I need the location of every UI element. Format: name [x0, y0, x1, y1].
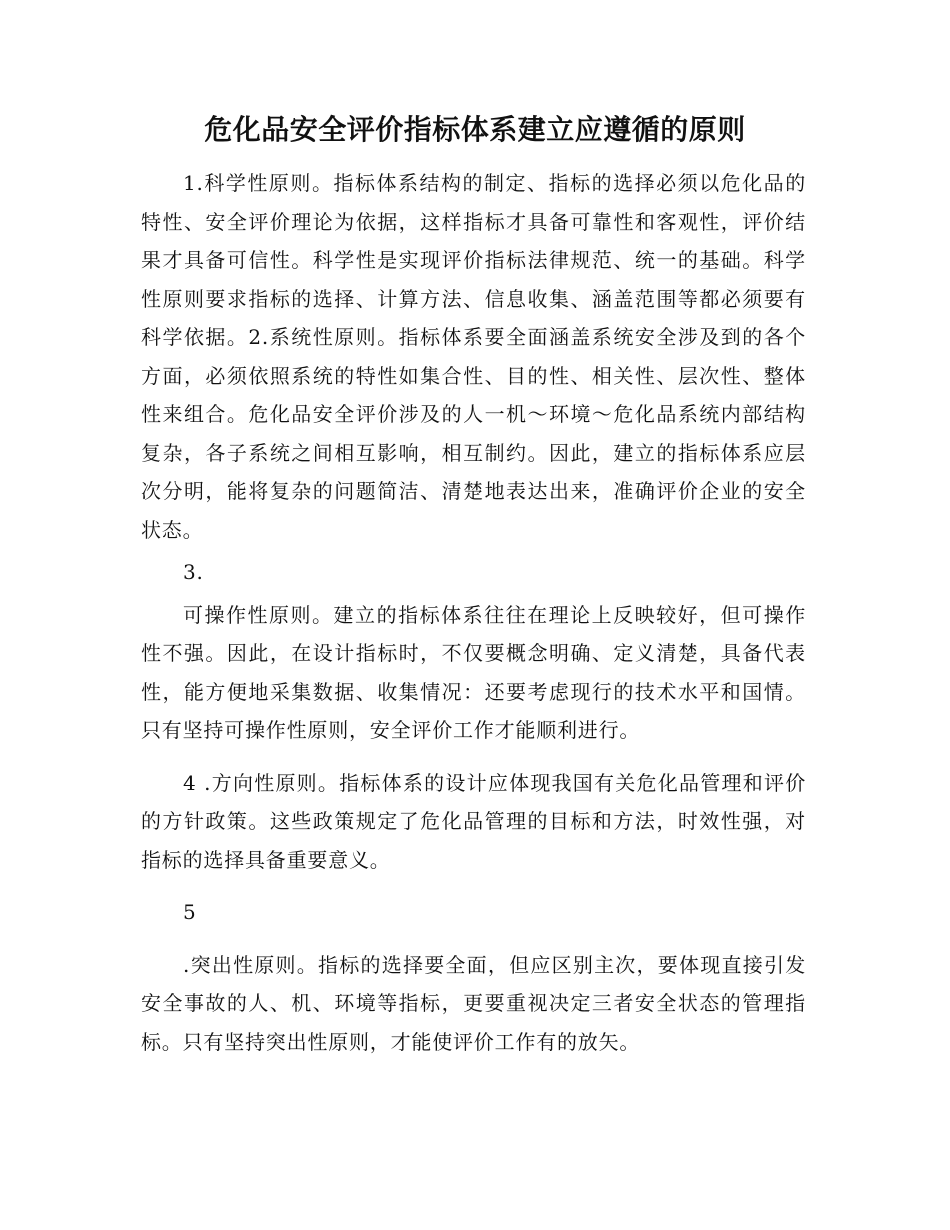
paragraph-number-5: 5 — [183, 900, 197, 924]
paragraph-principle-5: .突出性原则。指标的选择要全面，但应区别主次，要体现直接引发安全事故的人、机、环境等指标，更要重视决定三者安全状态的管理指标。只有坚持突出性原则，才能使评价工作有的放矢。 — [141, 952, 806, 1054]
paragraph-number-3: 3. — [183, 560, 204, 584]
document-body — [141, 164, 806, 1061]
document-title: 危化品安全评价指标体系建立应遵循的原则 — [204, 113, 746, 146]
paragraph-principles-1-2: 1.科学性原则。指标体系结构的制定、指标的选择必须以危化品的特性、安全评价理论为依据，这样指标才具备可靠性和客观性，评价结果才具备可信性。科学性是实现评价指标法律规范、统一的基础。科学性原则要求指标的选择、计算方法、信息收集、涵盖范围等都必须要有科学依据。2.系统性原则。指标体系要全面涵盖系统安全涉及到的各个方面，必须依照系统的特性如集合性、目的性、相关性、层次性、整体性来组合。危化品安全评价涉及的人一机～环境～危化品系统内部结构复杂，各子系统之间相互影响，相互制约。因此，建立的指标体系应层次分明，能将复杂的问题简洁、清楚地表达出来，准确评价企业的安全状态。 — [141, 171, 806, 542]
paragraph-principle-4: 4 .方向性原则。指标体系的设计应体现我国有关危化品管理和评价的方针政策。这些政策规定了危化品管理的目标和方法，时效性强，对指标的选择具备重要意义。 — [141, 770, 806, 872]
paragraph-principle-3: 可操作性原则。建立的指标体系往往在理论上反映较好，但可操作性不强。因此，在设计指标时，不仅要概念明确、定义清楚，具备代表性，能方便地采集数据、收集情况：还要考虑现行的技术水平和国情。只有坚持可操作性原则，安全评价工作才能顺利进行。 — [141, 602, 806, 742]
